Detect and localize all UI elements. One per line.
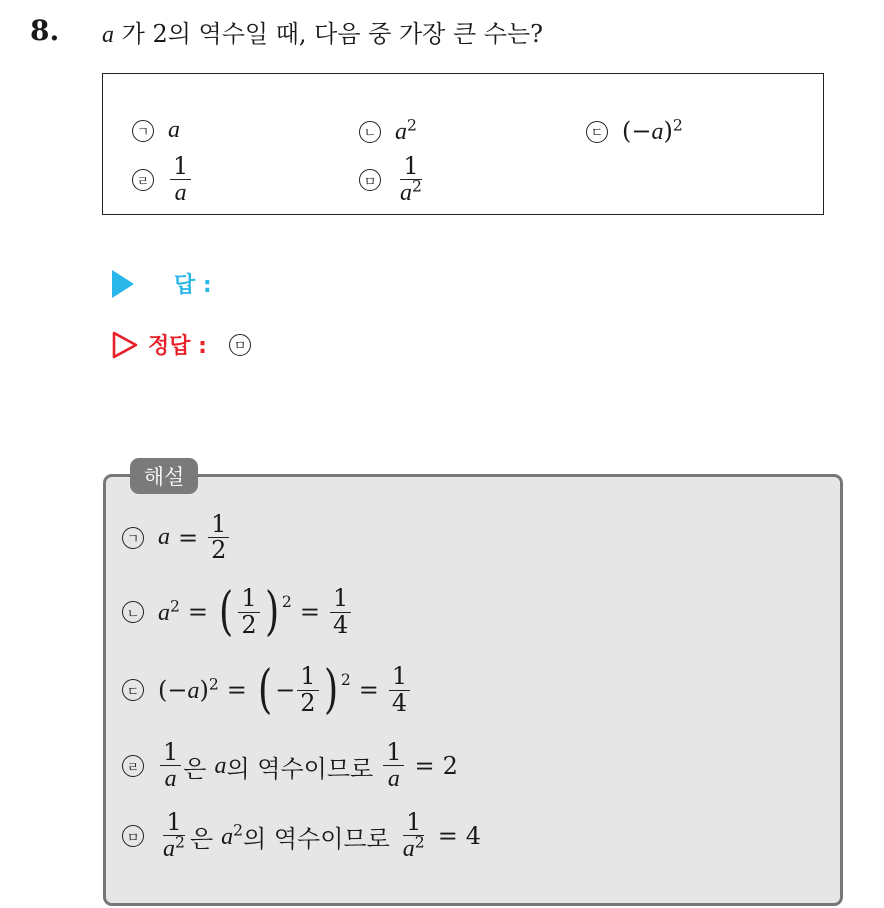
choice-marker: ㄴ bbox=[359, 121, 381, 143]
answer-label: 답 : bbox=[174, 273, 212, 298]
choice-marker: ㄷ bbox=[586, 121, 608, 143]
choice-expr: a bbox=[168, 117, 180, 143]
correct-answer-label: 정답 : bbox=[148, 334, 207, 359]
solution-marker: ㄷ bbox=[122, 679, 144, 701]
solution-marker: ㄹ bbox=[122, 755, 144, 777]
choices-box bbox=[102, 73, 824, 215]
play-arrow-icon bbox=[112, 270, 134, 298]
choice-expr: $\frac{1}{a^2}$ bbox=[400, 152, 422, 207]
correct-answer-row bbox=[112, 329, 265, 360]
choice-expr: $(-a)^2$ bbox=[622, 116, 683, 145]
solution-marker: ㄱ bbox=[122, 527, 144, 549]
solution-line-5: ㅁ $\frac{1}{a^2}$ 은 $a^2$ 의 역수이므로 $\frac{1}{a^2}$ = 4 bbox=[122, 810, 481, 862]
outline-arrow-icon bbox=[112, 331, 138, 359]
solution-line-4: ㄹ $\frac{1}{a}$ 은 a 의 역수이므로 $\frac{1}{a}$ = 2 bbox=[122, 740, 458, 792]
solution-line-5-text: 의 역수이므로 bbox=[243, 824, 390, 853]
choice-3[interactable] bbox=[586, 117, 683, 146]
choice-marker: ㄱ bbox=[132, 120, 154, 142]
solution-tab: 해설 bbox=[130, 458, 198, 494]
solution-line-2: ㄴ $a^2$ = ( $\frac{1}{2}$ ) $^2$ = $\frac{1}{4}$ bbox=[122, 586, 353, 638]
solution-marker: ㅁ bbox=[122, 825, 144, 847]
question-number: 8. bbox=[30, 14, 60, 47]
solution-marker: ㄴ bbox=[122, 601, 144, 623]
question-text bbox=[102, 14, 543, 49]
choice-2[interactable] bbox=[359, 117, 417, 146]
choice-expr: $a^2$ bbox=[395, 116, 417, 145]
var-a: a bbox=[102, 22, 114, 48]
choice-4[interactable] bbox=[132, 154, 193, 206]
answer-row bbox=[112, 268, 212, 299]
solution-line-1: ㄱ a = $\frac{1}{2}$ bbox=[122, 512, 231, 563]
choice-marker: ㅁ bbox=[359, 169, 381, 191]
solution-line-4-text: 의 역수이므로 bbox=[226, 754, 374, 783]
choice-expr: $\frac{1}{a}$ bbox=[170, 154, 191, 206]
question-body: 가 2의 역수일 때, 다음 중 가장 큰 수는? bbox=[114, 20, 544, 48]
correct-answer-marker: ㅁ bbox=[229, 334, 251, 356]
solution-line-3: ㄷ $(-a)^2$ = ( − $\frac{1}{2}$ ) $^2$ = $\frac{1}{4}$ bbox=[122, 664, 412, 716]
choice-marker: ㄹ bbox=[132, 169, 154, 191]
choice-5[interactable] bbox=[359, 154, 427, 206]
choice-1[interactable] bbox=[132, 117, 180, 144]
